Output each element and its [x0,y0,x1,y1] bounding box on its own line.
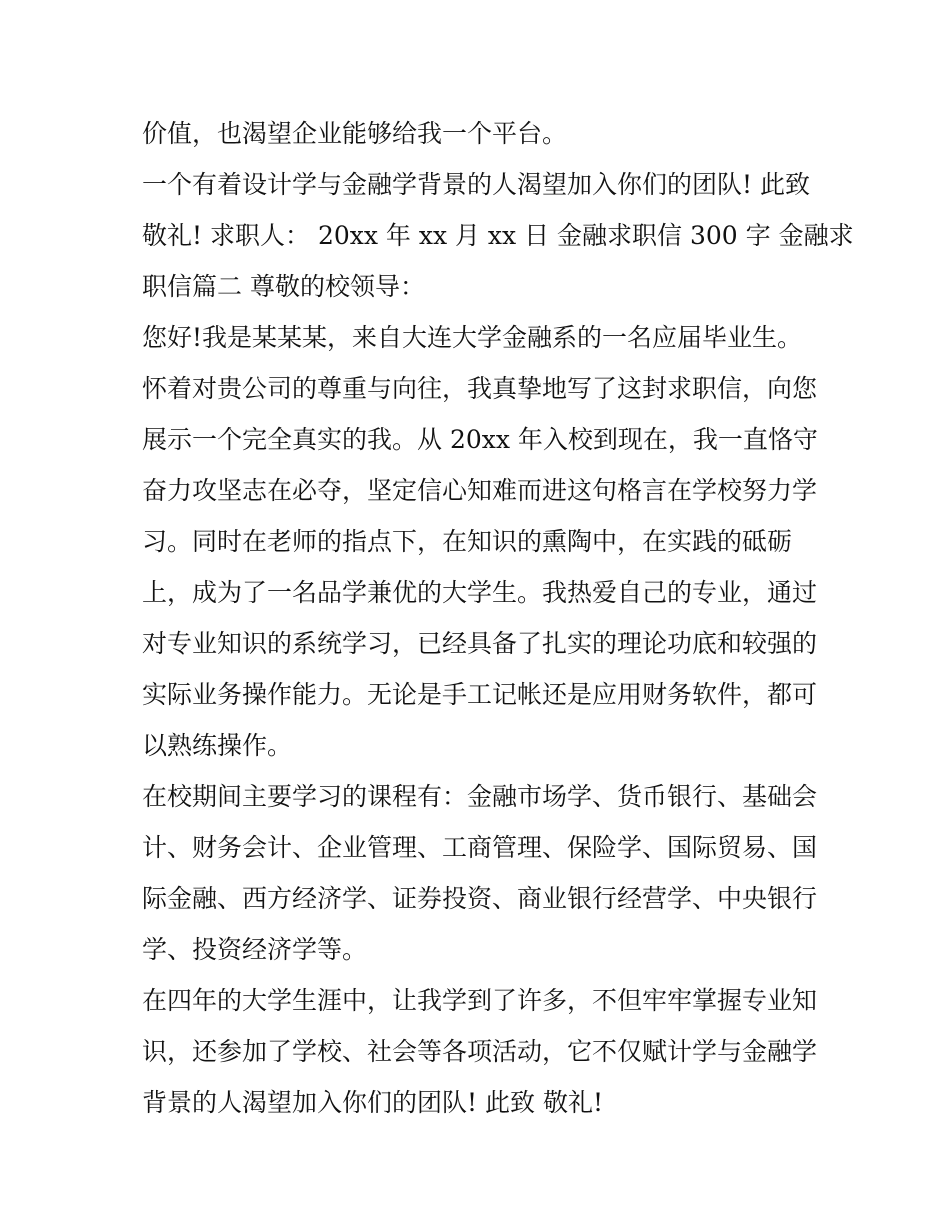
text-line: 奋力攻坚志在必夺，坚定信心知难而进这句格言在学校努力学 [142,476,818,505]
text-line: 背景的人渴望加入你们的团队! 此致 敬礼! [142,1088,603,1117]
text-line: 展示一个完全真实的我。从 20xx 年入校到现在，我一直恪守 [142,425,818,454]
text-line: 学、投资经济学等。 [142,935,368,964]
text-line: 实际业务操作能力。无论是手工记帐还是应用财务软件，都可 [142,680,818,709]
text-line: 一个有着设计学与金融学背景的人渴望加入你们的团队! 此致 [142,170,810,199]
text-line: 计、财务会计、企业管理、工商管理、保险学、国际贸易、国 [142,833,818,862]
text-line: 价值，也渴望企业能够给我一个平台。 [142,119,568,148]
text-line: 职信篇二 尊敬的校领导： [142,272,425,301]
text-line: 怀着对贵公司的尊重与向往，我真挚地写了这封求职信，向您 [142,374,818,403]
text-line: 识，还参加了学校、社会等各项活动，它不仅赋计学与金融学 [142,1037,818,1066]
text-line: 对专业知识的系统学习，已经具备了扎实的理论功底和较强的 [142,629,818,658]
text-line: 习。同时在老师的指点下，在知识的熏陶中，在实践的砥砺 [142,527,793,556]
text-line: 您好!我是某某某，来自大连大学金融系的一名应届毕业生。 [142,323,803,352]
text-line: 在四年的大学生涯中，让我学到了许多，不但牢牢掌握专业知 [142,986,818,1015]
document-body [142,108,854,1128]
text-line: 在校期间主要学习的课程有：金融市场学、货币银行、基础会 [142,782,818,811]
text-line: 际金融、西方经济学、证券投资、商业银行经营学、中央银行 [142,884,818,913]
text-line: 以熟练操作。 [142,731,293,760]
text-line: 敬礼! 求职人： 20xx 年 xx 月 xx 日 金融求职信 300 字 金融求 [142,221,854,250]
text-line: 上，成为了一名品学兼优的大学生。我热爱自己的专业，通过 [142,578,818,607]
